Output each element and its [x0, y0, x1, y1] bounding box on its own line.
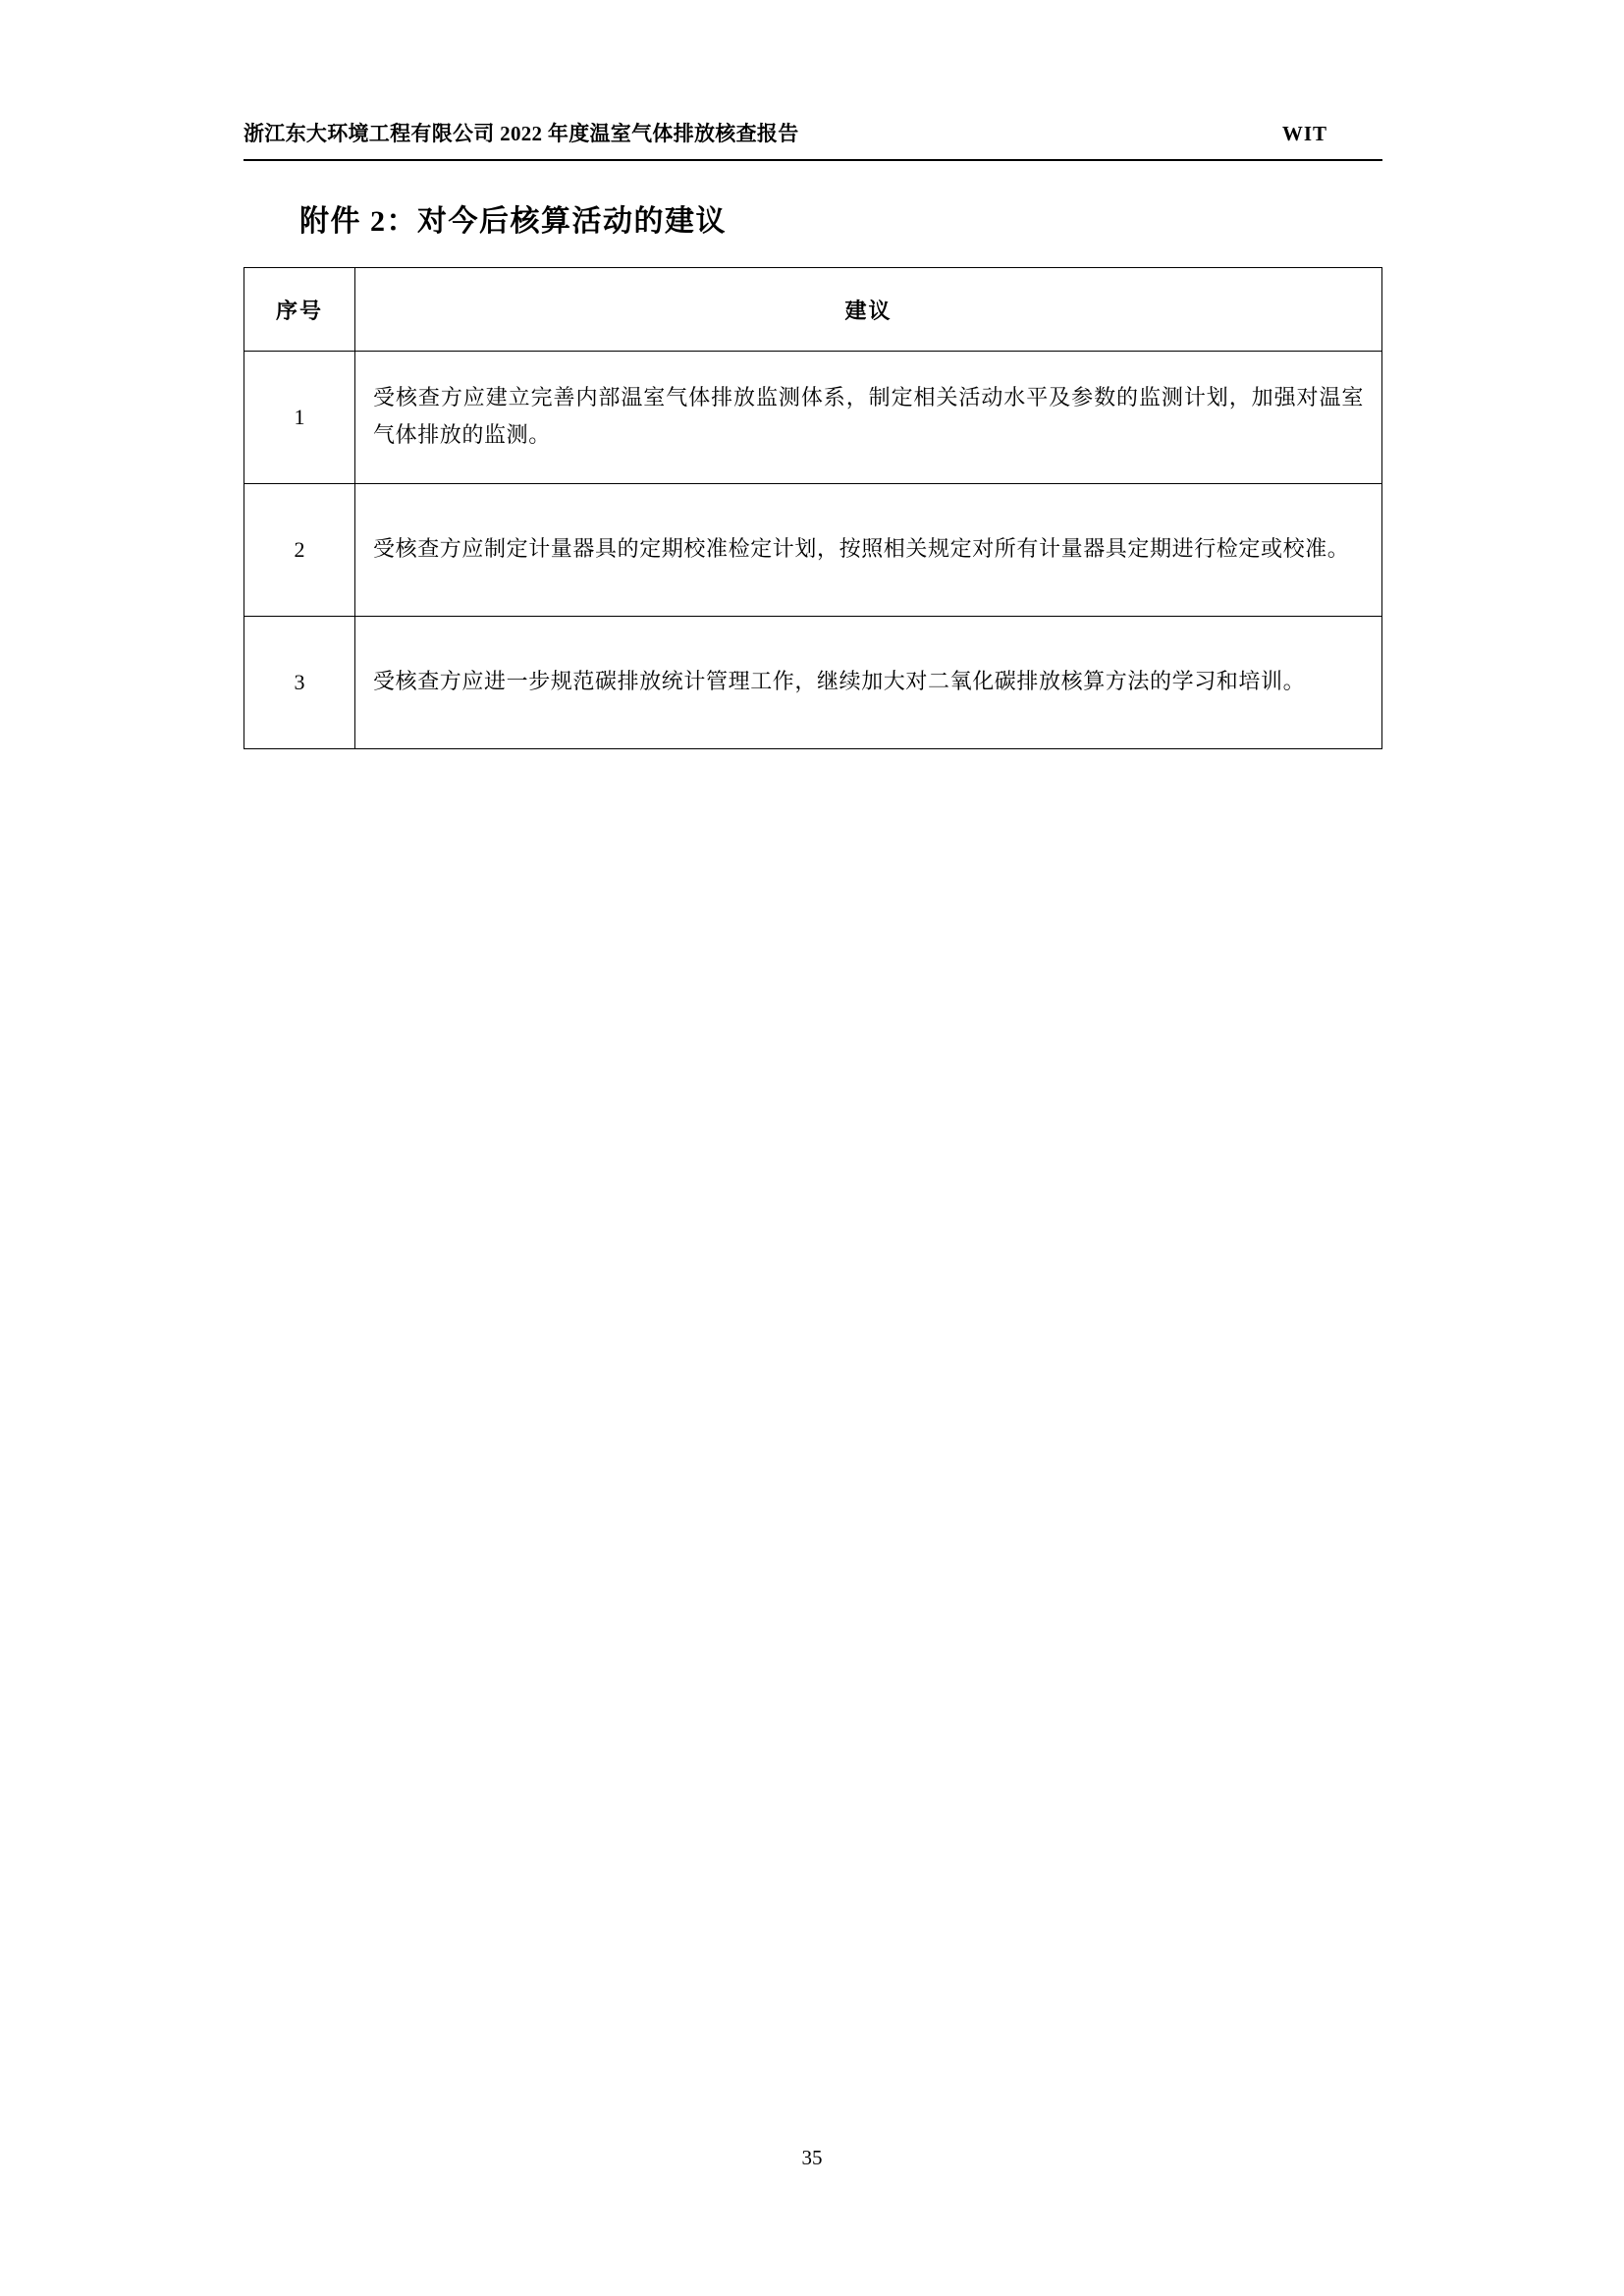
- row-recommendation-text: 受核查方应制定计量器具的定期校准检定计划，按照相关规定对所有计量器具定期进行检定或校准。: [355, 484, 1382, 617]
- page-number: 35: [801, 2146, 823, 2169]
- table-row: [244, 617, 1382, 749]
- row-number: 1: [244, 352, 355, 484]
- column-header-no: 序号: [244, 268, 355, 352]
- column-header-recommendation: 建议: [355, 268, 1382, 352]
- recommendations-table-wrapper: [244, 267, 1382, 749]
- table-row: [244, 352, 1382, 484]
- table-row: [244, 484, 1382, 617]
- row-recommendation-text: 受核查方应进一步规范碳排放统计管理工作，继续加大对二氧化碳排放核算方法的学习和培训。: [355, 617, 1382, 749]
- page-title: 附件 2：对今后核算活动的建议: [299, 205, 727, 238]
- row-number: 2: [244, 484, 355, 617]
- row-number: 3: [244, 617, 355, 749]
- header-org-mark: WIT: [1281, 122, 1327, 145]
- page-header: [244, 118, 1382, 147]
- recommendations-table: [244, 267, 1382, 749]
- header-report-title: 浙江东大环境工程有限公司 2022 年度温室气体排放核查报告: [244, 122, 799, 145]
- table-header-row: [244, 268, 1382, 352]
- row-recommendation-text: 受核查方应建立完善内部温室气体排放监测体系，制定相关活动水平及参数的监测计划，加强对温室气体排放的监测。: [355, 352, 1382, 484]
- header-divider: [244, 159, 1382, 161]
